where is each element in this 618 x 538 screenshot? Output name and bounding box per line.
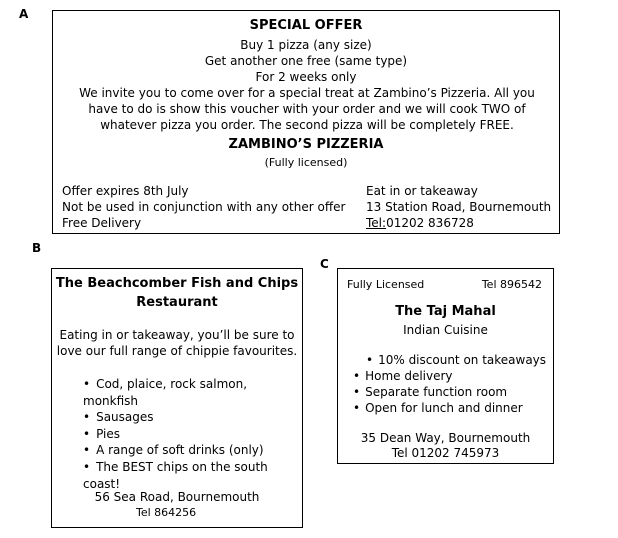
tel-number: 01202 836728 bbox=[386, 216, 474, 230]
advert-b-address: 56 Sea Road, Bournemouth bbox=[94, 490, 260, 504]
voucher-a-licence: (Fully licensed) bbox=[264, 156, 348, 169]
advert-b-list bbox=[83, 376, 302, 492]
list-item: • Sausages bbox=[83, 409, 302, 426]
terms-line: Offer expires 8th July bbox=[62, 184, 189, 198]
label-b: B bbox=[32, 241, 42, 255]
advert-c-licence: Fully Licensed bbox=[347, 278, 425, 291]
voucher-a-terms bbox=[62, 183, 345, 231]
voucher-a-restaurant-name: ZAMBINO’S PIZZERIA bbox=[228, 137, 384, 152]
advert-b bbox=[51, 268, 303, 528]
list-item: • Separate function room bbox=[353, 384, 546, 400]
offer-line: Buy 1 pizza (any size) bbox=[240, 38, 372, 52]
title-line: Restaurant bbox=[136, 295, 218, 310]
advert-c-subtitle: Indian Cuisine bbox=[403, 323, 488, 337]
label-c: C bbox=[320, 257, 329, 271]
voucher-a bbox=[52, 10, 560, 234]
list-item: • The BEST chips on the south coast! bbox=[83, 459, 302, 492]
label-a: A bbox=[19, 7, 29, 21]
advert-c-address: 35 Dean Way, Bournemouth bbox=[360, 431, 531, 445]
list-item: • Pies bbox=[83, 426, 302, 443]
advert-c-contact bbox=[338, 431, 553, 461]
advert-b-intro bbox=[52, 327, 302, 359]
tel-link[interactable]: Tel: bbox=[366, 216, 387, 230]
list-item: • Cod, plaice, rock salmon, monkfish bbox=[83, 376, 302, 409]
advert-b-tel: Tel 864256 bbox=[136, 506, 197, 519]
offer-line: For 2 weeks only bbox=[255, 70, 357, 84]
list-item: • 10% discount on takeaways bbox=[353, 352, 546, 368]
contact-line: 13 Station Road, Bournemouth bbox=[366, 200, 552, 214]
advert-c bbox=[337, 268, 554, 464]
intro-line: Eating in or takeaway, you’ll be sure to bbox=[59, 328, 295, 342]
advert-c-tel: Tel 01202 745973 bbox=[391, 446, 500, 460]
title-line: The Beachcomber Fish and Chips bbox=[55, 276, 299, 291]
list-item: • Home delivery bbox=[353, 368, 546, 384]
voucher-a-paragraph: We invite you to come over for a special treat at Zambino’s Pizzeria. All you have to do is show this voucher with your order and we will cook TWO of whatever pizza you order. The second pizza will be completely FREE. bbox=[79, 86, 535, 132]
offer-line: Get another one free (same type) bbox=[204, 54, 408, 68]
list-item: • A range of soft drinks (only) bbox=[83, 442, 302, 459]
voucher-a-title: SPECIAL OFFER bbox=[249, 18, 363, 33]
contact-line: Eat in or takeaway bbox=[366, 184, 478, 198]
intro-line: love our full range of chippie favourites. bbox=[56, 344, 298, 358]
advert-c-title: The Taj Mahal bbox=[395, 304, 496, 319]
voucher-a-contact bbox=[366, 183, 551, 231]
list-item: • Open for lunch and dinner bbox=[353, 400, 546, 416]
contact-tel bbox=[366, 215, 551, 231]
advert-c-tel-top: Tel 896542 bbox=[481, 278, 542, 291]
voucher-a-offers bbox=[53, 37, 559, 85]
advert-c-list bbox=[353, 352, 546, 416]
terms-line: Free Delivery bbox=[62, 216, 142, 230]
advert-b-title bbox=[52, 274, 302, 312]
terms-line: Not be used in conjunction with any other offer bbox=[62, 200, 346, 214]
